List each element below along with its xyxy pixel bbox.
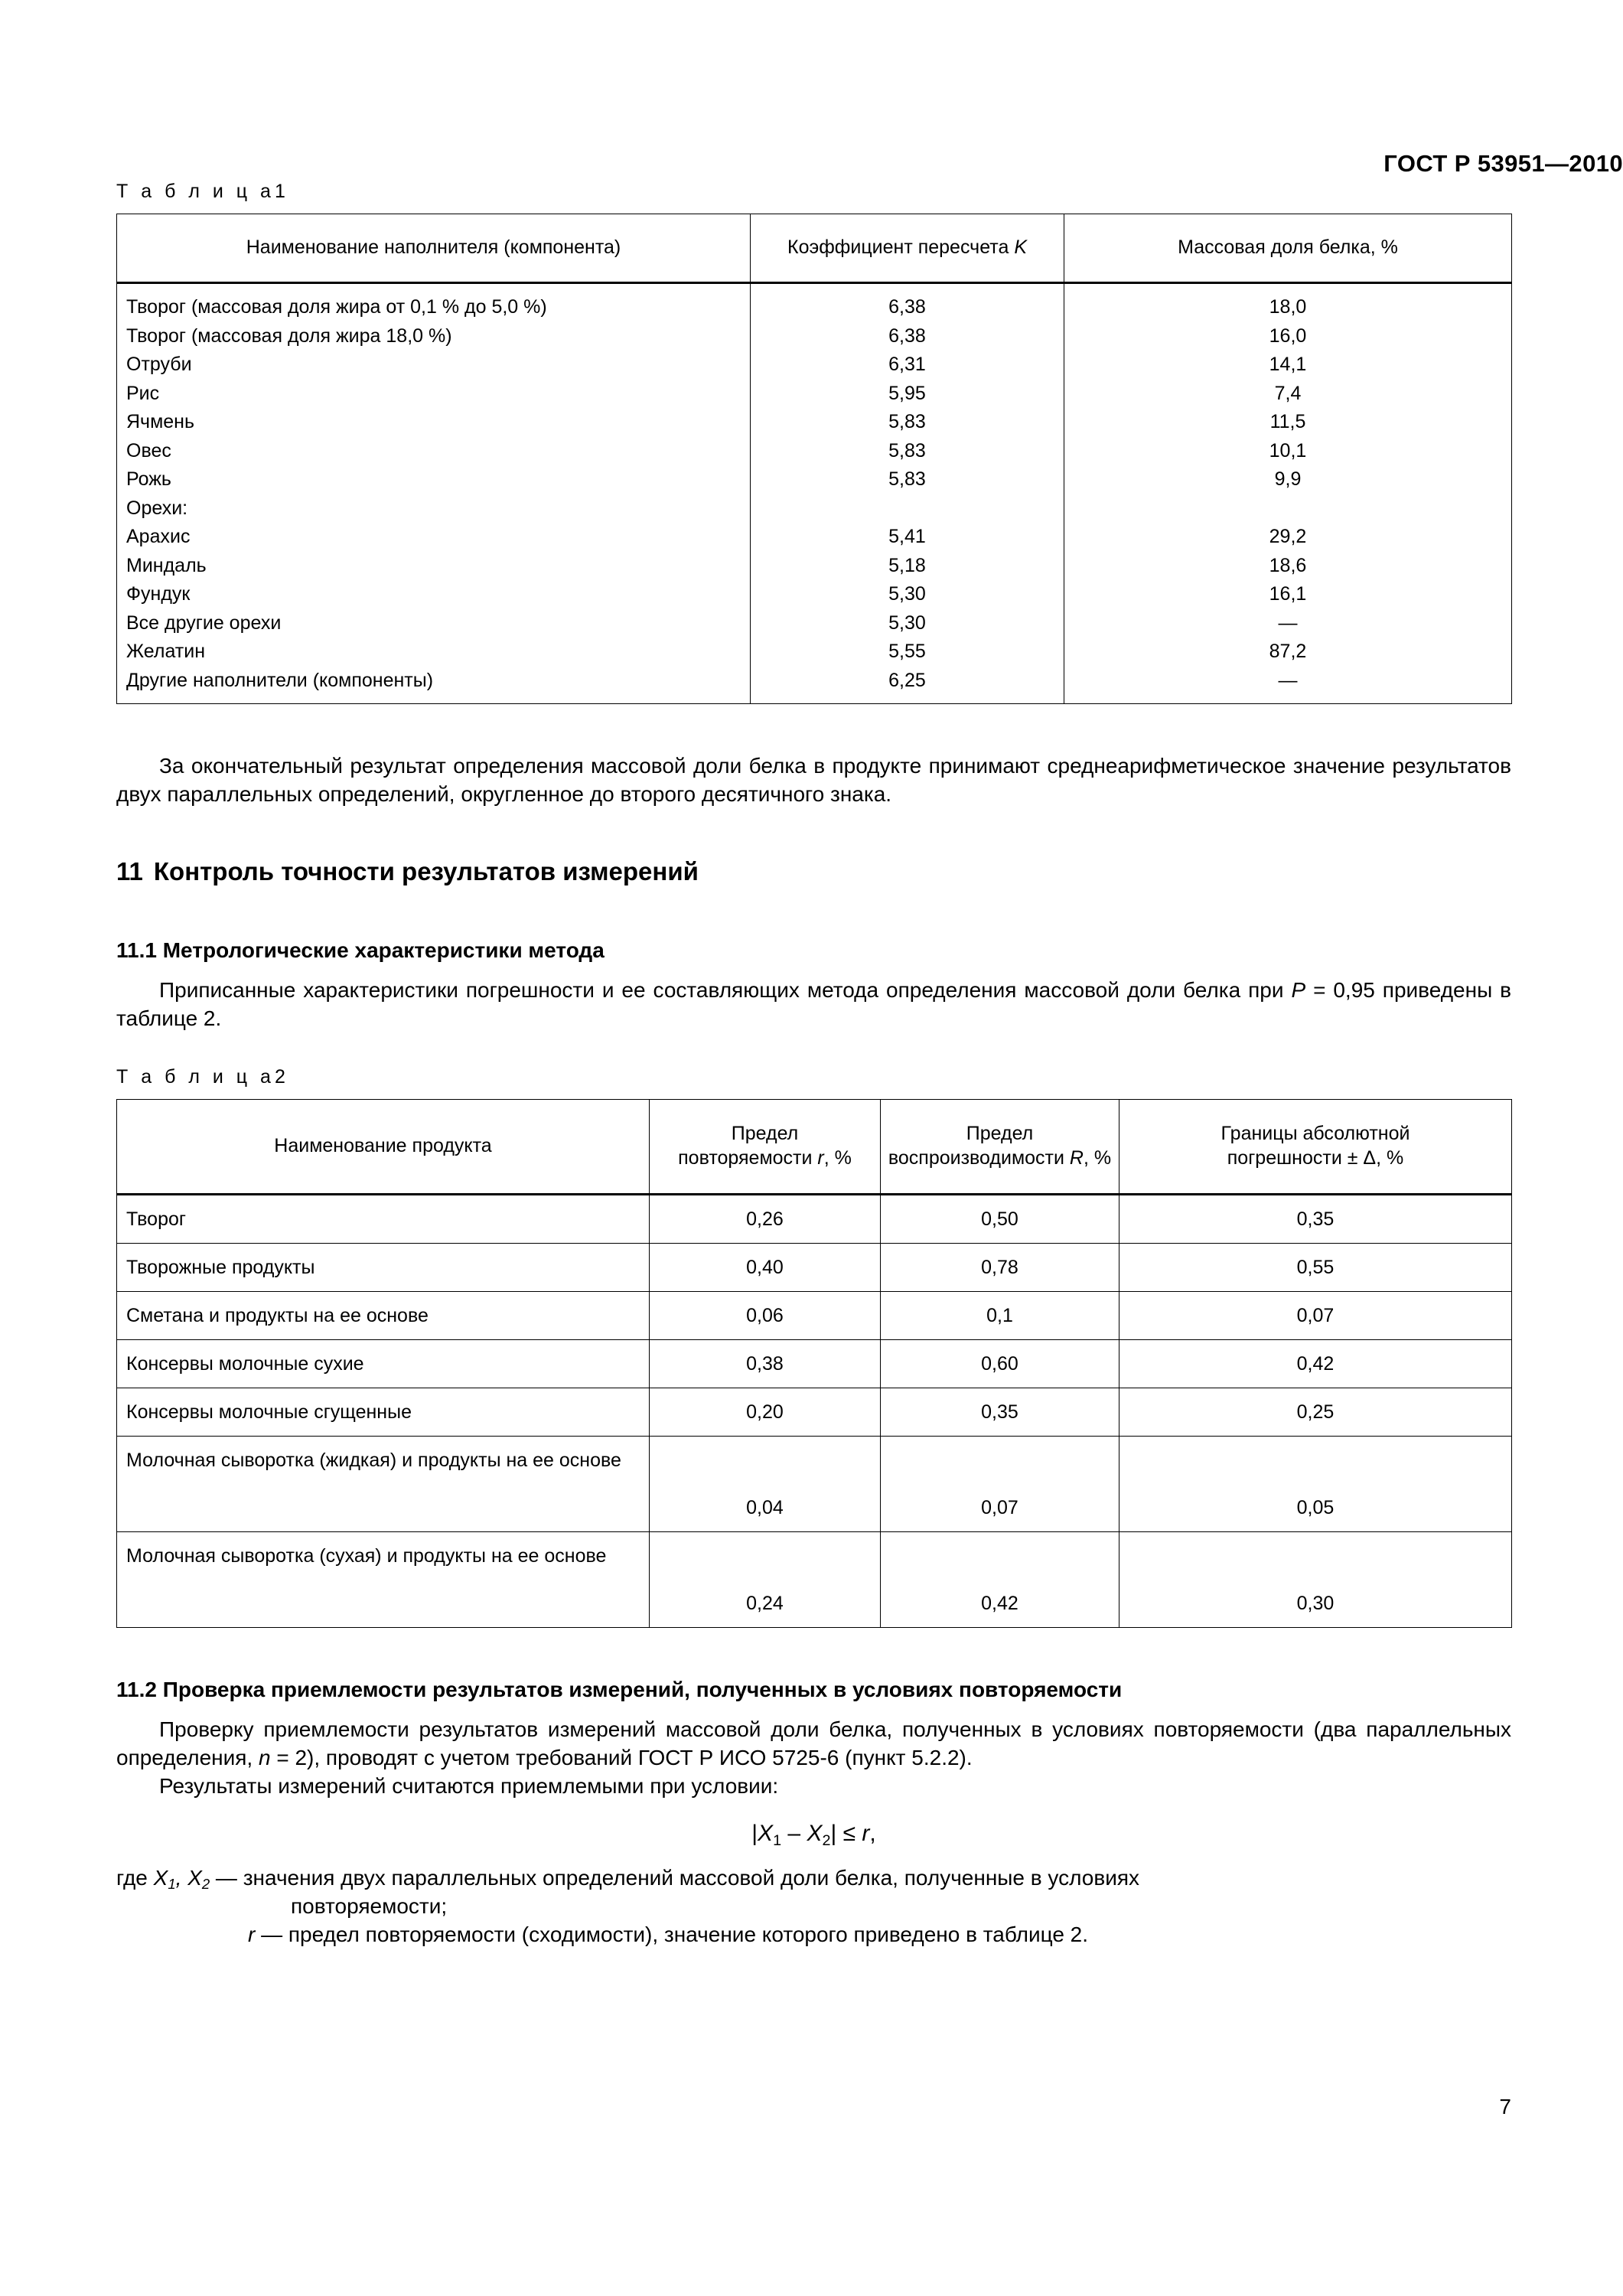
table-row — [117, 667, 1512, 704]
table1-cell-name: Арахис — [117, 523, 751, 552]
table1-cell-coefficient: 6,38 — [751, 283, 1064, 322]
table-row — [117, 1437, 1512, 1532]
table1-cell-name: Рис — [117, 380, 751, 409]
table-row — [117, 351, 1512, 380]
table-row — [117, 494, 1512, 523]
table1-cell-protein-share: 29,2 — [1064, 523, 1512, 552]
table-row — [117, 523, 1512, 552]
table-row — [117, 638, 1512, 667]
page-content — [116, 181, 1511, 1949]
table1-cell-name: Орехи: — [117, 494, 751, 523]
table2-cell-product: Консервы молочные сухие — [117, 1340, 650, 1388]
table-row — [117, 1340, 1512, 1388]
table1-cell-protein-share — [1064, 494, 1512, 523]
table2-col-reproducibility: Предел воспроизводимости R, % — [881, 1100, 1119, 1195]
table1-cell-name: Отруби — [117, 351, 751, 380]
table1-cell-coefficient: 5,30 — [751, 580, 1064, 609]
table1-cell-name: Желатин — [117, 638, 751, 667]
table2-cell-absolute-error: 0,05 — [1119, 1437, 1512, 1532]
table-row — [117, 1532, 1512, 1628]
table2-cell-absolute-error: 0,30 — [1119, 1532, 1512, 1628]
table-row — [117, 1244, 1512, 1292]
table2-cell-absolute-error: 0,55 — [1119, 1244, 1512, 1292]
table-row — [117, 465, 1512, 494]
table1-cell-coefficient — [751, 494, 1064, 523]
table2-cell-repeatability: 0,06 — [650, 1292, 881, 1340]
table2-cell-repeatability: 0,20 — [650, 1388, 881, 1437]
table2-cell-reproducibility: 0,50 — [881, 1195, 1119, 1244]
table1-cell-protein-share: — — [1064, 609, 1512, 638]
table2-col-product: Наименование продукта — [117, 1100, 650, 1195]
table1-col-coefficient: Коэффициент пересчета K — [751, 214, 1064, 283]
table-row — [117, 380, 1512, 409]
table1-cell-coefficient: 5,95 — [751, 380, 1064, 409]
table1-caption-number: 1 — [274, 181, 285, 202]
standard-header: ГОСТ Р 53951—2010 — [1383, 150, 1623, 177]
table-row — [117, 1292, 1512, 1340]
table1-cell-coefficient: 6,25 — [751, 667, 1064, 704]
table1-cell-coefficient: 6,31 — [751, 351, 1064, 380]
table2-cell-reproducibility: 0,60 — [881, 1340, 1119, 1388]
table2-cell-repeatability: 0,26 — [650, 1195, 881, 1244]
table2-cell-product: Консервы молочные сгущенные — [117, 1388, 650, 1437]
table1-cell-name: Овес — [117, 437, 751, 466]
table2-header-row — [117, 1100, 1512, 1195]
table2-cell-reproducibility: 0,35 — [881, 1388, 1119, 1437]
paragraph-metrological-part2: = 0,95 приведены в таблице 2. — [116, 977, 1512, 1031]
table2-col-repeatability: Предел повторяемости r, % — [650, 1100, 881, 1195]
table2-cell-absolute-error: 0,42 — [1119, 1340, 1512, 1388]
paragraph-final-result: За окончательный результат определения массовой доли белка в продукте принимают среднеарифметическое значение результатов двух параллельных определений, округленное до второго десятичного знака. — [116, 754, 1511, 807]
table2-cell-absolute-error: 0,35 — [1119, 1195, 1512, 1244]
table1-cell-protein-share: 10,1 — [1064, 437, 1512, 466]
table-row — [117, 1388, 1512, 1437]
variable-P: P — [1291, 977, 1306, 1002]
table2-cell-repeatability: 0,38 — [650, 1340, 881, 1388]
paragraph-metrological-part1: Приписанные характеристики погрешности и ее составляющих метода определения массовой доли белка при — [159, 977, 1292, 1002]
table2-cell-reproducibility: 0,78 — [881, 1244, 1119, 1292]
table1-cell-name: Миндаль — [117, 552, 751, 581]
table2-cell-repeatability: 0,04 — [650, 1437, 881, 1532]
table-row — [117, 408, 1512, 437]
heading-section-11-1-number: 11.1 — [116, 938, 157, 963]
table1-cell-protein-share: 16,1 — [1064, 580, 1512, 609]
table1-cell-protein-share: — — [1064, 667, 1512, 704]
variable-r: r — [248, 1923, 256, 1947]
table1-cell-protein-share: 9,9 — [1064, 465, 1512, 494]
table2-caption-label: Т а б л и ц а — [116, 1066, 275, 1088]
table1-cell-name: Фундук — [117, 580, 751, 609]
heading-section-11-title: Контроль точности результатов измерений — [153, 857, 699, 886]
table-row — [117, 609, 1512, 638]
table2-body — [117, 1195, 1512, 1628]
heading-section-11-2-title: Проверка приемлемости результатов измерений, полученных в условиях повторяемости — [162, 1678, 1123, 1702]
paragraph-acceptability-part2: = 2), проводят с учетом требований ГОСТ Р ИСО 5725-6 (пункт 5.2.2). — [270, 1746, 973, 1770]
table1-cell-name: Ячмень — [117, 408, 751, 437]
table1-cell-coefficient: 5,83 — [751, 437, 1064, 466]
paragraph-metrological — [116, 976, 1511, 1032]
table1-cell-name: Рожь — [117, 465, 751, 494]
table1-caption-label: Т а б л и ц а — [116, 181, 275, 202]
table1-caption — [116, 181, 1511, 203]
heading-section-11-1 — [116, 936, 1511, 965]
table1-cell-name: Все другие орехи — [117, 609, 751, 638]
paragraph-acceptable-condition: Результаты измерений считаются приемлемыми при условии: — [159, 1774, 779, 1799]
variable-X1-X2: $X_1$, $X_2$ — [153, 1865, 210, 1893]
table2-cell-product: Творог — [117, 1195, 650, 1244]
table-row — [117, 322, 1512, 351]
table-row — [117, 437, 1512, 466]
table-accuracy-characteristics — [116, 1099, 1512, 1628]
where-item-X-continuation: повторяемости; — [291, 1893, 448, 1918]
page-number: 7 — [1499, 2095, 1511, 2118]
table1-cell-name: Творог (массовая доля жира от 0,1 % до 5,0 %) — [117, 283, 751, 322]
table2-caption-number: 2 — [274, 1066, 285, 1088]
heading-section-11-1-title: Метрологические характеристики метода — [162, 938, 605, 963]
table1-cell-protein-share: 16,0 — [1064, 322, 1512, 351]
table2-cell-product: Молочная сыворотка (жидкая) и продукты на ее основе — [117, 1437, 650, 1532]
table2-cell-absolute-error: 0,07 — [1119, 1292, 1512, 1340]
table2-cell-reproducibility: 0,42 — [881, 1532, 1119, 1628]
table1-cell-coefficient: 6,38 — [751, 322, 1064, 351]
table1-cell-coefficient: 5,83 — [751, 408, 1064, 437]
formula-repeatability: $|X_1 - X_2| \le r$, — [751, 1820, 876, 1849]
table1-col-protein-share: Массовая доля белка, % — [1064, 214, 1512, 283]
heading-section-11 — [116, 856, 1511, 889]
table1-header-row — [117, 214, 1512, 283]
table1-cell-protein-share: 7,4 — [1064, 380, 1512, 409]
table1-cell-coefficient: 5,30 — [751, 609, 1064, 638]
where-item-r — [116, 1920, 1511, 1949]
table1-cell-coefficient: 5,55 — [751, 638, 1064, 667]
table2-cell-product: Сметана и продукты на ее основе — [117, 1292, 650, 1340]
paragraph-acceptability-check — [116, 1715, 1511, 1772]
heading-section-11-2-number: 11.2 — [116, 1678, 157, 1702]
table2-cell-product: Творожные продукты — [117, 1244, 650, 1292]
table-row — [117, 580, 1512, 609]
table1-body — [117, 283, 1512, 704]
table1-cell-protein-share: 14,1 — [1064, 351, 1512, 380]
table-row — [117, 1195, 1512, 1244]
table2-cell-absolute-error: 0,25 — [1119, 1388, 1512, 1437]
table2-cell-repeatability: 0,24 — [650, 1532, 881, 1628]
table1-cell-protein-share: 18,0 — [1064, 283, 1512, 322]
table2-cell-product: Молочная сыворотка (сухая) и продукты на ее основе — [117, 1532, 650, 1628]
table2-caption — [116, 1066, 1511, 1088]
heading-section-11-number: 11 — [116, 857, 143, 886]
where-definitions — [116, 1864, 1511, 1949]
table1-cell-coefficient: 5,83 — [751, 465, 1064, 494]
table2-cell-reproducibility: 0,1 — [881, 1292, 1119, 1340]
table1-cell-protein-share: 18,6 — [1064, 552, 1512, 581]
heading-section-11-2 — [116, 1675, 1511, 1704]
table2-cell-repeatability: 0,40 — [650, 1244, 881, 1292]
table-row — [117, 552, 1512, 581]
table1-cell-protein-share: 11,5 — [1064, 408, 1512, 437]
table1-cell-name: Творог (массовая доля жира 18,0 %) — [117, 322, 751, 351]
table1-cell-protein-share: 87,2 — [1064, 638, 1512, 667]
where-label: где — [116, 1865, 148, 1890]
table-conversion-factors — [116, 214, 1512, 704]
table2-cell-reproducibility: 0,07 — [881, 1437, 1119, 1532]
table2-col-absolute-error: Границы абсолютной погрешности ± Δ, % — [1119, 1100, 1512, 1195]
paragraph-acceptability-part1: Проверку приемлемости результатов измерений массовой доли белка, полученных в условиях повторяемости (два параллельных определения, — [116, 1717, 1511, 1770]
table-row — [117, 283, 1512, 322]
table1-cell-coefficient: 5,18 — [751, 552, 1064, 581]
where-item-r-text: — предел повторяемости (сходимости), значение которого приведено в таблице 2. — [255, 1923, 1089, 1947]
where-item-X-text: — значения двух параллельных определений массовой доли белка, полученные в условиях — [210, 1865, 1139, 1890]
variable-n: n — [258, 1746, 271, 1770]
where-item-X — [116, 1864, 1511, 1892]
table1-col-name: Наименование наполнителя (компонента) — [117, 214, 751, 283]
table1-cell-coefficient: 5,41 — [751, 523, 1064, 552]
table1-cell-name: Другие наполнители (компоненты) — [117, 667, 751, 704]
